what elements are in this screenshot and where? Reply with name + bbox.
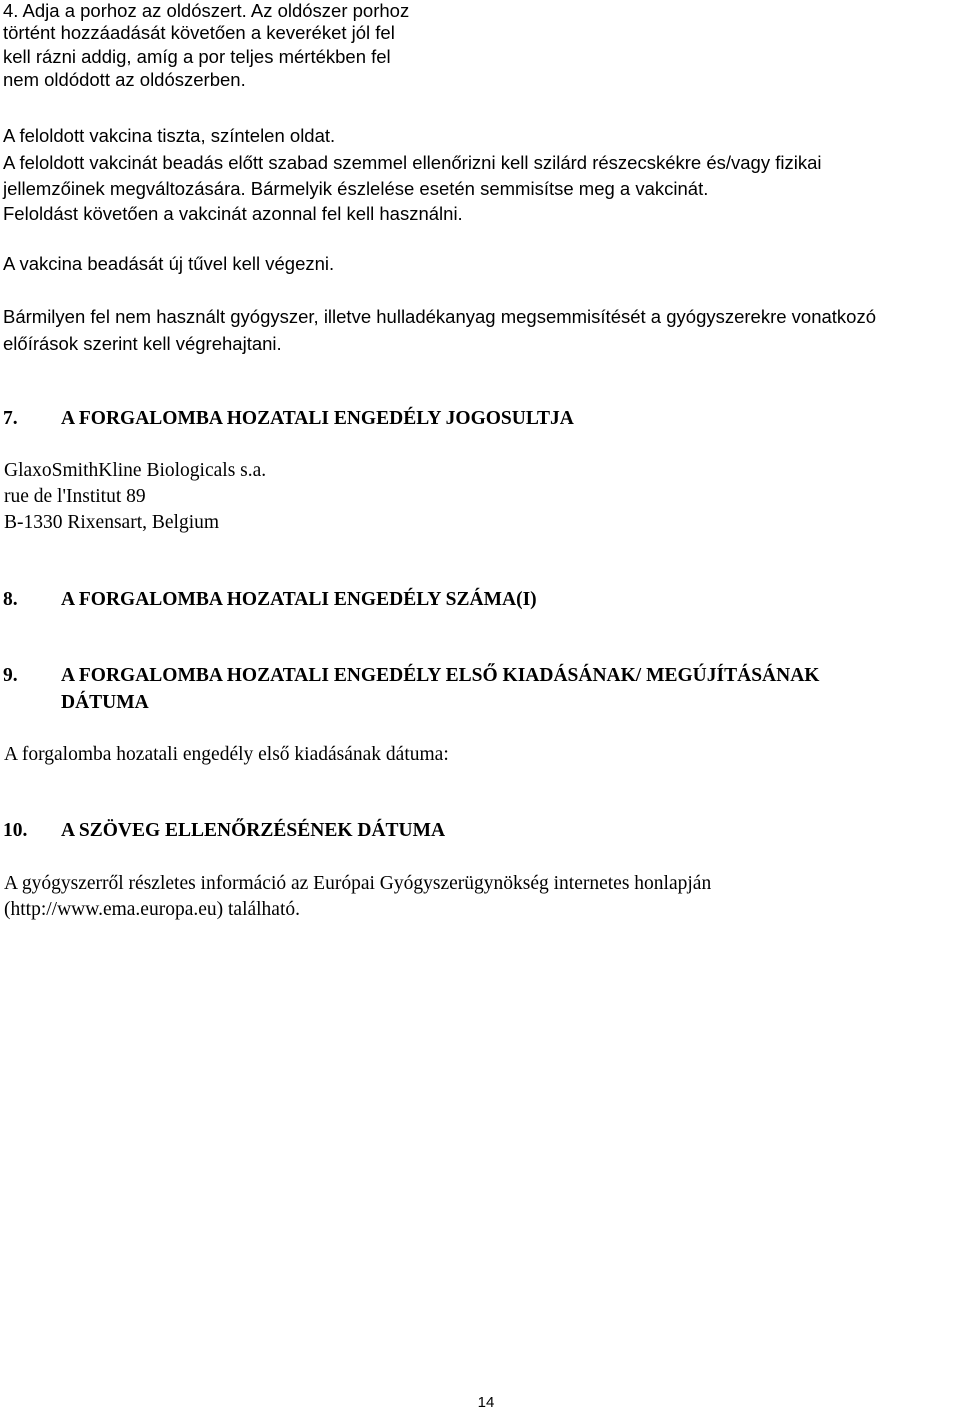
section-8-title: A FORGALOMBA HOZATALI ENGEDÉLY SZÁMA(I) (61, 589, 537, 610)
section-9-title-line-2: DÁTUMA (61, 692, 149, 713)
section-7-heading (3, 406, 903, 432)
section-10-title: A SZÖVEG ELLENŐRZÉSÉNEK DÁTUMA (61, 820, 446, 841)
first-authorisation-date: A forgalomba hozatali engedély első kiadásának dátuma: (4, 744, 449, 765)
paragraph-inspection-line-3: Feloldást követően a vakcinát azonnal fel kell használni. (3, 203, 463, 224)
section-9-heading (3, 663, 953, 689)
ema-info-line-1: A gyógyszerről részletes információ az Európai Gyógyszerügynökség internetes honlapján (4, 873, 712, 894)
step4-line-4: nem oldódott az oldószerben. (3, 69, 246, 90)
section-7-title: A FORGALOMBA HOZATALI ENGEDÉLY JOGOSULTJA (61, 408, 574, 429)
step4-line-2: történt hozzáadását követően a keveréket jól fel (3, 22, 395, 43)
page-number: 14 (477, 1394, 495, 1411)
paragraph-new-needle: A vakcina beadását új tűvel kell végezni. (3, 253, 335, 274)
step4-line-3: kell rázni addig, amíg a por teljes mértékben fel (3, 46, 391, 67)
ema-info-line-2: (http://www.ema.europa.eu) található. (4, 899, 301, 920)
section-7-number: 7. (3, 408, 18, 429)
holder-street: rue de l'Institut 89 (4, 486, 146, 507)
paragraph-disposal-line-1: Bármilyen fel nem használt gyógyszer, illetve hulladékanyag megsemmisítését a gyógyszerekre vonatkozó (3, 306, 877, 327)
section-8-number: 8. (3, 589, 18, 610)
holder-city: B-1330 Rixensart, Belgium (4, 512, 220, 533)
section-8-heading (3, 587, 903, 613)
section-9-title-line-1: A FORGALOMBA HOZATALI ENGEDÉLY ELSŐ KIADÁSÁNAK/ MEGÚJÍTÁSÁNAK (61, 665, 820, 686)
step4-line-1: 4. Adja a porhoz az oldószert. Az oldószer porhoz (3, 0, 410, 21)
section-9-heading-cont (3, 690, 903, 716)
paragraph-inspection-line-1: A feloldott vakcinát beadás előtt szabad szemmel ellenőrizni kell szilárd részecskékre és/vagy fizikai (3, 152, 822, 173)
section-10-heading (3, 818, 903, 844)
section-9-number: 9. (3, 665, 18, 686)
holder-name: GlaxoSmithKline Biologicals s.a. (4, 460, 267, 481)
paragraph-disposal-line-2: előírások szerint kell végrehajtani. (3, 333, 282, 354)
paragraph-inspection-line-2: jellemzőinek megváltozására. Bármelyik észlelése esetén semmisítse meg a vakcinát. (3, 178, 709, 199)
section-10-number: 10. (3, 820, 28, 841)
paragraph-solution-appearance: A feloldott vakcina tiszta, színtelen oldat. (3, 125, 336, 146)
